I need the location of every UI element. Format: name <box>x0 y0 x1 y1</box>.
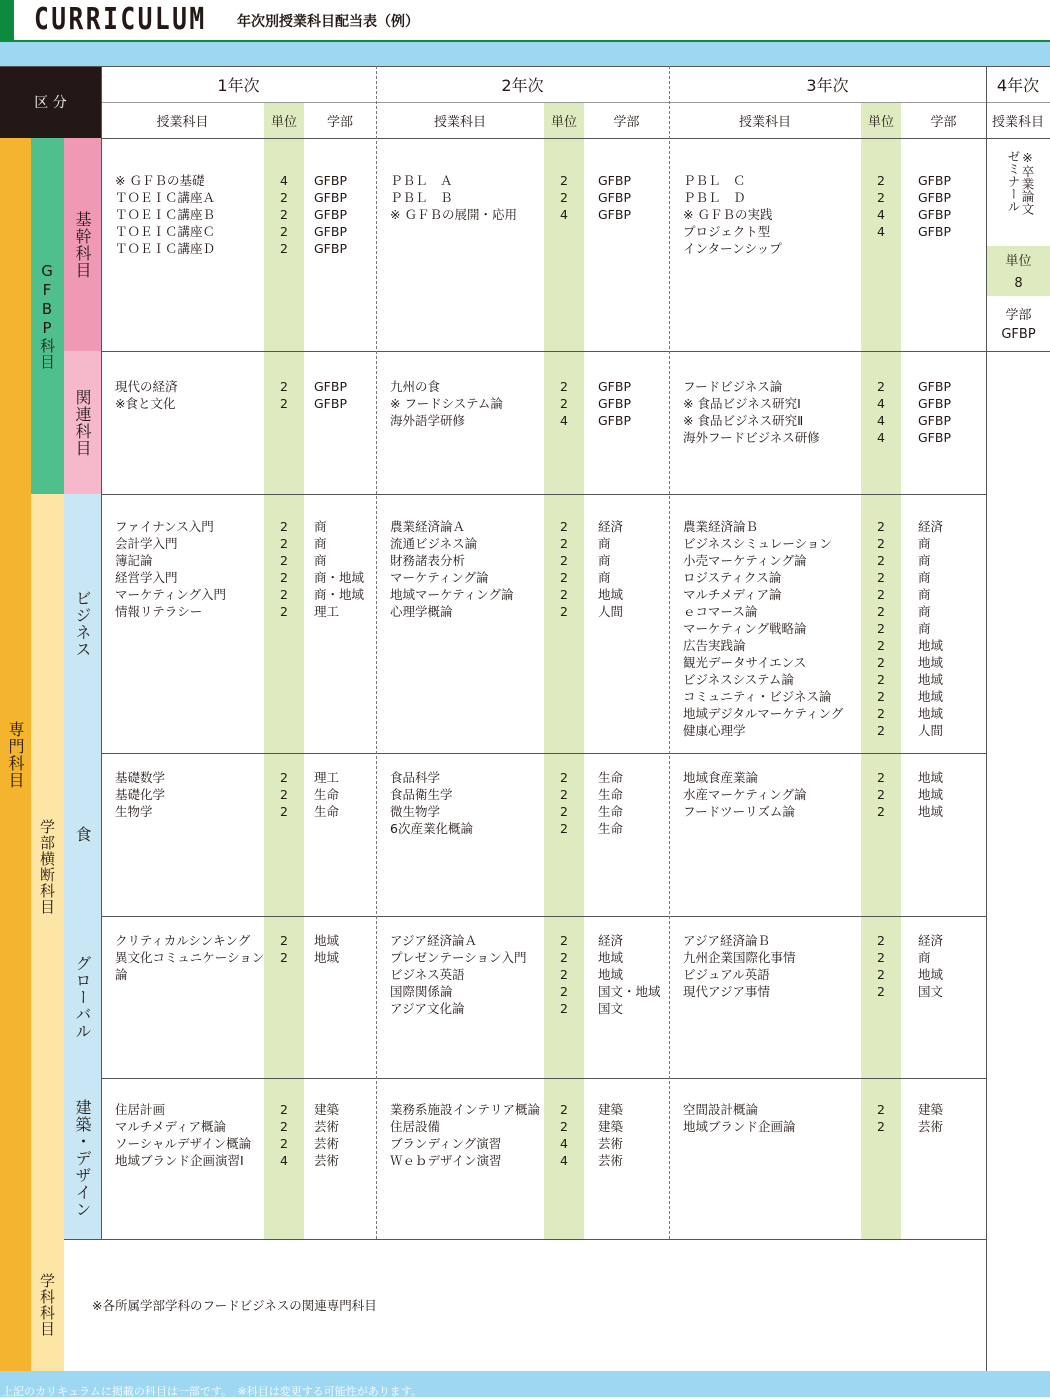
dept-kikan-y3: GFBP GFBP GFBP GFBP <box>918 173 951 239</box>
dept-food-y2: 生命 生命 生命 生命 <box>598 770 624 836</box>
dept-global-y1: 地域 地域 <box>314 933 340 965</box>
units-kikan-y1: 4 2 2 2 2 <box>280 173 288 256</box>
units-design-y3: 2 2 <box>877 1102 885 1134</box>
dept-design-y1: 建築 芸術 芸術 芸術 <box>314 1102 340 1168</box>
dept-global-y3: 経済 商 地域 国文 <box>918 933 944 999</box>
row-label-business: ビジネス <box>64 494 101 753</box>
subjects-food-y1: 基礎数学 基礎化学 生物学 <box>115 770 166 819</box>
subjects-food-y2: 食品科学 食品衛生学 微生物学 6次産業化概論 <box>390 770 473 836</box>
dept-food-y1: 理工 生命 生命 <box>314 770 340 819</box>
gakka-category: 学科科目 <box>31 1239 64 1371</box>
units-kikan-y2: 2 2 4 <box>560 173 568 222</box>
units-kanren-y1: 2 2 <box>280 379 288 411</box>
dept-kikan-y2: GFBP GFBP GFBP <box>598 173 631 222</box>
dept-business-y3: 経済 商 商 商 商 商 商 地域 地域 地域 地域 地域 人間 <box>918 519 944 738</box>
kubun-header: 区 分 <box>0 66 101 138</box>
units-kanren-y3: 2 4 4 4 <box>877 379 885 445</box>
rule <box>64 916 986 917</box>
year4-units-label: 単位 <box>1005 253 1032 269</box>
units-global-y3: 2 2 2 2 <box>877 933 885 999</box>
rule <box>101 66 102 1239</box>
year4-dept-label: 学部 <box>1005 307 1032 323</box>
year2-header: 2年次 <box>501 75 544 95</box>
units-kanren-y2: 2 2 4 <box>560 379 568 428</box>
units-food-y3: 2 2 2 <box>877 770 885 819</box>
subjects-kikan-y1: ※ ＧＦＢの基礎 ＴＯＥＩＣ講座Ａ ＴＯＥＩＣ講座Ｂ ＴＯＥＩＣ講座Ｃ ＴＯＥＩＣ講座Ｄ <box>115 173 216 256</box>
subjects-business-y2: 農業経済論Ａ 流通ビジネス論 財務諸表分析 マーケティング論 地域マーケティング論 心理学概論 <box>390 519 514 619</box>
y1-dept-header: 学部 <box>326 114 353 130</box>
y3-dept-header: 学部 <box>930 114 957 130</box>
year-divider <box>376 66 377 1239</box>
y3-subject-header: 授業科目 <box>738 114 791 130</box>
y2-subject-header: 授業科目 <box>433 114 486 130</box>
year4-dept: GFBP <box>1001 326 1036 342</box>
rule <box>64 351 1050 352</box>
rule <box>0 138 1050 139</box>
title-accent <box>0 0 14 42</box>
units-kikan-y3: 2 2 4 4 <box>877 173 885 239</box>
dept-kanren-y3: GFBP GFBP GFBP GFBP <box>918 379 951 445</box>
units-design-y1: 2 2 2 4 <box>280 1102 288 1168</box>
units-business-y3: 2 2 2 2 2 2 2 2 2 2 2 2 2 <box>877 519 885 738</box>
y1-units-header: 単位 <box>270 114 297 130</box>
oudan-category: 学部横断科目 <box>31 494 64 1239</box>
row-label-global: グローバル <box>64 916 101 1078</box>
page-subtitle: 年次別授業科目配当表（例） <box>237 14 419 30</box>
subjects-global-y1: クリティカルシンキング 異文化コミュニケーション 論 <box>115 933 265 982</box>
row-label-design: 建築・デザイン <box>64 1078 101 1239</box>
units-food-y2: 2 2 2 2 <box>560 770 568 836</box>
subjects-kanren-y2: 九州の食 ※ フードシステム論 海外語学研修 <box>390 379 503 428</box>
row-label-food: 食 <box>64 753 101 916</box>
year4-units: 8 <box>1014 275 1023 291</box>
gakka-note: ※各所属学部学科のフードビジネスの関連専門科目 <box>92 1298 377 1313</box>
rule <box>31 1239 986 1240</box>
dept-kikan-y1: GFBP GFBP GFBP GFBP GFBP <box>314 173 347 256</box>
subjects-kanren-y3: フードビジネス論 ※ 食品ビジネス研究Ⅰ ※ 食品ビジネス研究Ⅱ 海外フードビジネス研修 <box>683 379 820 445</box>
units-food-y1: 2 2 2 <box>280 770 288 819</box>
subjects-kikan-y3: ＰＢＬ Ｃ ＰＢＬ Ｄ ※ ＧＦＢの実践 プロジェクト型 インターンシップ <box>683 173 782 256</box>
subjects-global-y3: アジア経済論Ｂ 九州企業国際化事情 ビジュアル英語 現代アジア事情 <box>683 933 796 999</box>
subjects-kikan-y2: ＰＢＬ Ａ ＰＢＬ Ｂ ※ ＧＦＢの展開・応用 <box>390 173 517 222</box>
year-divider <box>669 66 670 1239</box>
dept-food-y3: 地域 地域 地域 <box>918 770 944 819</box>
gfbp-category: GFBP科目 <box>31 138 64 494</box>
y1-subject-header: 授業科目 <box>156 114 209 130</box>
year4-header: 4年次 <box>996 75 1040 95</box>
y3-units-header: 単位 <box>867 114 894 130</box>
header-band <box>0 42 1050 66</box>
year3-header: 3年次 <box>806 75 849 95</box>
units-column-y2 <box>544 102 584 1239</box>
row-label-kanren: 関連科目 <box>64 351 101 494</box>
units-design-y2: 2 2 4 4 <box>560 1102 568 1168</box>
dept-kanren-y2: GFBP GFBP GFBP <box>598 379 631 428</box>
rule <box>64 1078 986 1079</box>
units-business-y2: 2 2 2 2 2 2 <box>560 519 568 619</box>
subjects-business-y1: ファイナンス入門 会計学入門 簿記論 経営学入門 マーケティング入門 情報リテラシー <box>115 519 227 619</box>
dept-global-y2: 経済 地域 地域 国文・地域 国文 <box>598 933 661 1016</box>
dept-kanren-y1: GFBP GFBP <box>314 379 347 411</box>
units-global-y1: 2 2 <box>280 933 288 965</box>
y4-subject-header: 授業科目 <box>991 114 1044 130</box>
rule <box>101 102 1050 103</box>
subjects-kanren-y1: 現代の経済 ※食と文化 <box>115 379 178 411</box>
subjects-food-y3: 地域食産業論 水産マーケティング論 フードツーリズム論 <box>683 770 807 819</box>
dept-design-y3: 建築 芸術 <box>918 1102 944 1134</box>
subjects-design-y1: 住居計画 マルチメディア概論 ソーシャルデザイン概論 地域ブランド企画演習Ⅰ <box>115 1102 252 1168</box>
senmon-category: 専門科目 <box>0 138 31 1371</box>
y2-dept-header: 学部 <box>613 114 640 130</box>
subjects-business-y3: 農業経済論Ｂ ビジネスシミュレーション 小売マーケティング論 ロジスティクス論 マルチメディア論 ｅコマース論 マーケティング戦略論 広告実践論 観光データサイエンス ビジネスシステム論 コミュニティ・ビジネス論 地域デジタルマーケティング 健康心理学 <box>683 519 844 738</box>
row-label-kikan: 基幹科目 <box>64 138 101 351</box>
rule <box>64 753 986 754</box>
rule <box>31 494 986 495</box>
rule <box>0 66 1050 67</box>
y2-units-header: 単位 <box>550 114 577 130</box>
page-title: CURRICULUM <box>34 2 207 37</box>
dept-business-y2: 経済 商 商 商 地域 人間 <box>598 519 624 619</box>
year4-subject: ※卒業論文 ゼミナール <box>1006 150 1035 215</box>
dept-design-y2: 建築 建築 芸術 芸術 <box>598 1102 624 1168</box>
footer-note: 上記のカリキュラムに掲載の科目は一部です。 ※科目は変更する可能性があります。 <box>2 1385 422 1398</box>
subjects-design-y2: 業務系施設インテリア概論 住居設備 ブランディング演習 Ｗｅｂデザイン演習 <box>390 1102 541 1168</box>
units-global-y2: 2 2 2 2 2 <box>560 933 568 1016</box>
year1-header: 1年次 <box>217 75 260 95</box>
dept-business-y1: 商 商 商 商・地域 商・地域 理工 <box>314 519 365 619</box>
subjects-design-y3: 空間設計概論 地域ブランド企画論 <box>683 1102 796 1134</box>
units-business-y1: 2 2 2 2 2 2 <box>280 519 288 619</box>
subjects-global-y2: アジア経済論Ａ プレゼンテーション入門 ビジネス英語 国際関係論 アジア文化論 <box>390 933 527 1016</box>
units-column-y1 <box>264 102 304 1239</box>
